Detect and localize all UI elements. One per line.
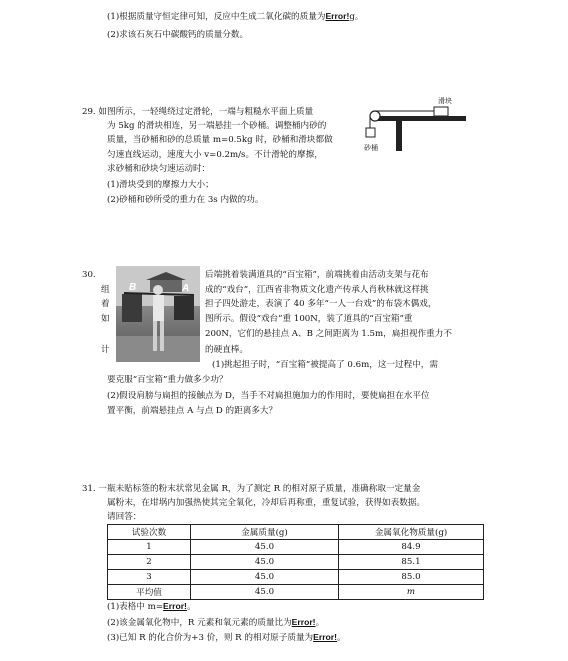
q28-part1: [107, 11, 363, 23]
cell-trial: 1: [108, 540, 191, 555]
slider-block: [434, 107, 448, 116]
q29-line-4: 匀速直线运动，速度大小 v=0.2m/s。不计滑轮的摩擦，: [107, 150, 323, 160]
q30-line-1: 后端挑着装满道具的“百宝箱”，前端挑着由活动支架与花布: [205, 270, 429, 280]
cell-metal: 45.0: [191, 570, 339, 585]
cell-oxide: m: [339, 585, 484, 600]
puppet-performer-photo: [116, 266, 200, 362]
q31-answer-2: [107, 617, 324, 629]
q28-part1-text: (1)根据质量守恒定律可知，反应中生成二氧化碳的质量为: [107, 12, 326, 22]
q31-line-2: 属粉末，在坩埚内加强热使其完全氧化，冷却后再称重，重复试验，获得如表数据。: [107, 498, 425, 508]
q30-line-7: (1)挑起担子时，“百宝箱”被提高了 0.6m，这一过程中，需: [212, 360, 438, 370]
point-a-label: A: [182, 283, 190, 294]
photo-illustration: [116, 266, 200, 362]
q29-sub1: (1)滑块受到的摩擦力大小；: [107, 180, 214, 190]
cell-oxide: 85.1: [339, 555, 484, 570]
table-leg: [396, 121, 402, 151]
q31-answer-3-error: Error!: [313, 632, 338, 642]
table-row: [108, 555, 484, 570]
q30-line-5: 200N，它们的悬挂点 A、B 之间距离为 1.5m，扁担视作重力不: [205, 329, 452, 339]
cell-metal: 45.0: [191, 585, 339, 600]
table-row: [108, 585, 484, 600]
q31-answer-1-text: (1)表格中 m=: [107, 602, 164, 612]
q30-number: 30.: [82, 270, 96, 280]
cell-metal: 45.0: [191, 555, 339, 570]
q31-answer-1-error: Error!: [163, 601, 187, 611]
cell-metal: 45.0: [191, 540, 339, 555]
header-oxide-mass: 金属氧化物质量(g): [339, 525, 484, 540]
table-surface: [376, 116, 466, 121]
q29-line-2: 为 5kg 的滑块相连，另一端悬挂一个砂桶。调整桶内砂的: [107, 121, 327, 131]
q31-line-3: 请回答：: [107, 512, 142, 522]
q28-part1-unit: g。: [349, 12, 364, 22]
cell-oxide: 84.9: [339, 540, 484, 555]
q30-line-3: 担子四处游走，表演了 40 多年“一人一台戏”的布袋木偶戏，: [205, 299, 437, 309]
slider-label: 滑块: [438, 97, 452, 105]
q31-answer-3-text: (3)已知 R 的化合价为+3 价，则 R 的相对原子质量为: [107, 633, 314, 643]
header-trial: 试验次数: [108, 525, 191, 540]
sand-bucket: [366, 128, 375, 137]
q31-answer-2-end: 。: [315, 618, 325, 628]
q30-line-2: 成的“戏台”，江西省非物质文化遗产传承人肖秋林就这样挑: [205, 285, 429, 295]
q29-pulley-figure: [362, 94, 470, 158]
q29-line-3: 质量，当砂桶和砂的总质量 m=0.5kg 时，砂桶和滑块都做: [107, 135, 333, 145]
cell-trial: 3: [108, 570, 191, 585]
q31-answer-3: [107, 632, 346, 644]
cell-trial: 2: [108, 555, 191, 570]
q30-sub2-line-1: (2)假设肩膀与扁担的接触点为 D，当手不对扁担施加力的作用时，要使扁担在水平位: [107, 391, 430, 401]
table-header-row: [108, 525, 484, 540]
cell-oxide: 85.0: [339, 570, 484, 585]
q31-answer-3-end: 。: [337, 633, 346, 643]
header-metal-mass: 金属质量(g): [191, 525, 339, 540]
q31-answer-1-end: 。: [186, 602, 196, 612]
q30-side-3: 如: [101, 314, 110, 324]
q28-error: Error!: [325, 11, 350, 21]
q28-part2: (2)求该石灰石中碳酸钙的质量分数。: [107, 30, 249, 40]
q31-answer-2-error: Error!: [291, 617, 316, 627]
q30-line-8: 要克服“百宝箱”重力做多少功？: [107, 375, 228, 385]
table-row: [108, 540, 484, 555]
q31-line-1: 31. 一瓶未贴标签的粉末状常见金属 R，为了测定 R 的相对原子质量，准确称取一定量金: [82, 484, 421, 494]
q29-line-1: 29. 如图所示，一轻绳绕过定滑轮，一端与粗糙水平面上质量: [82, 107, 314, 117]
q30-side-2: 着: [101, 299, 110, 309]
q30-line-4: 图所示。假设“戏台”重 100N，装了道具的“百宝箱”重: [205, 314, 413, 324]
q30-side-4: 计: [101, 345, 110, 355]
q30-sub2-line-2: 置平衡，前端悬挂点 A 与点 D 的距离多大？: [107, 406, 278, 416]
bucket-label: 砂桶: [364, 144, 378, 152]
point-b-label: B: [129, 282, 137, 293]
q29-sub2: (2)砂桶和砂所受的重力在 3s 内做的功。: [107, 195, 264, 205]
q31-answer-1: [107, 601, 196, 613]
q31-data-table: [107, 524, 484, 600]
cell-trial: 平均值: [108, 585, 191, 600]
q30-line-6: 的硬直棒。: [205, 345, 248, 355]
table-row: [108, 570, 484, 585]
pulley: [370, 111, 380, 121]
q29-line-5: 求砂桶和砂块匀速运动时：: [107, 164, 211, 174]
q30-side-1: 组: [101, 285, 110, 295]
q31-answer-2-text: (2)该金属氧化物中，R 元素和氧元素的质量比为: [107, 618, 292, 628]
